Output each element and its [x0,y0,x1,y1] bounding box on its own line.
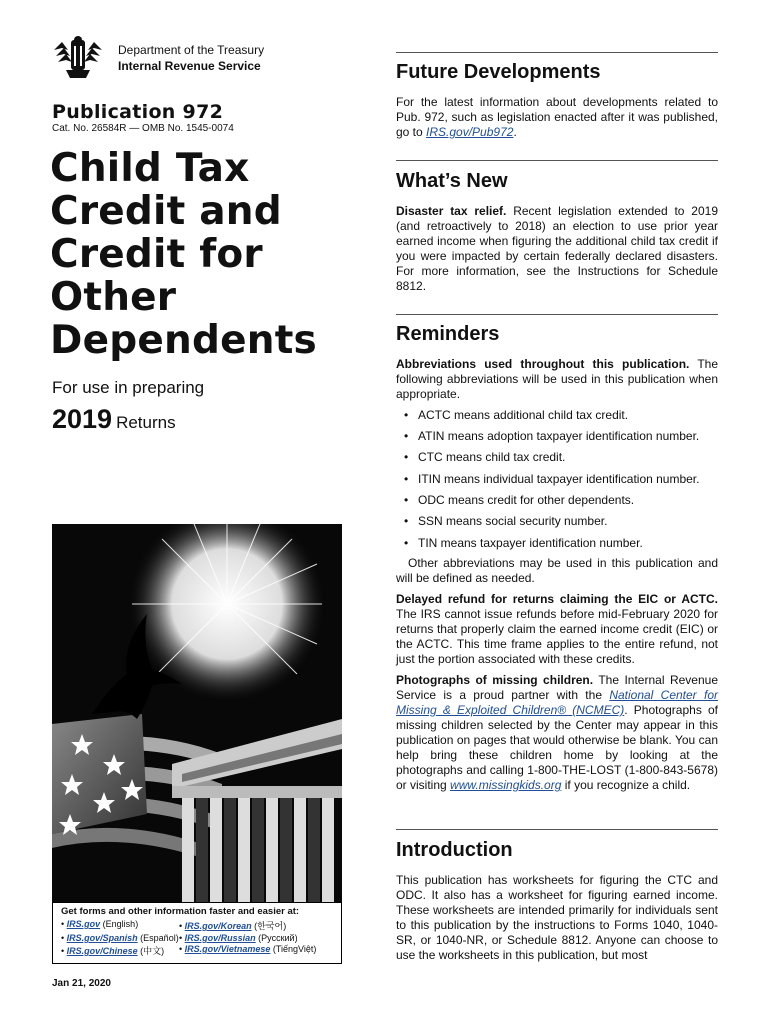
revision-date: Jan 21, 2020 [52,978,111,989]
future-developments-heading: Future Developments [396,61,601,83]
lead-in: Abbreviations used throughout this publication. [396,357,690,371]
irs-gov-link[interactable]: IRS.gov [66,919,101,929]
text-run: The IRS cannot issue refunds before mid-February 2020 for returns that properly claim the earned income credit (EIC) or the ACTC. This time frame applies to the entire refund, not just the portion associated with these credits. [396,607,718,666]
link-language: (English) [100,919,139,929]
title-line: Credit for [50,232,263,277]
future-developments-text [396,95,718,140]
cover-illustration [52,524,342,902]
section-divider [396,160,718,161]
get-forms-heading: Get forms and other information faster and easier at: [61,906,300,917]
introduction-text: This publication has worksheets for figuring the CTC and ODC. It also has a worksheet for figuring earned income. These worksheets are intended primarily for individuals sent to this publication by the instructions to Forms 1040, 1040-SR, or 1040-NR, or Schedule 8812. Anyone can choose to use the worksheets in this publication, but most [396,873,718,962]
get-forms-link-item: • IRS.gov/Spanish (Español) [61,933,179,943]
title-line: Dependents [50,318,317,363]
title-line: Other [50,275,177,320]
catalog-number: Cat. No. 26584R — OMB No. 1545-0074 [52,123,234,134]
link-language: (한국어) [251,921,287,931]
list-item: • ITIN means individual taxpayer identification number. [404,472,699,487]
text-run: . Photographs of missing children selected by the Center may appear in this publication on pages that would otherwise be blank. You can help bring these children home by looking at the photographs and calling 1-800-THE-LOST (1-800-843-5678) or visiting [396,703,719,792]
get-forms-link-item: • IRS.gov (English) [61,919,139,929]
list-item: • TIN means taxpayer identification number. [404,536,643,551]
text-run: The following abbreviations will be used in this publication when appropriate. [396,357,718,401]
returns-label: Returns [116,413,176,432]
list-item: • SSN means social security number. [404,514,607,529]
link-language: (Español) [137,933,179,943]
tax-year [52,404,176,435]
whats-new-heading: What’s New [396,170,508,192]
reminders-heading: Reminders [396,323,500,345]
title-line: Credit and [50,189,282,234]
irs-gov-korean-link[interactable]: IRS.gov/Korean [184,921,252,931]
publication-title [50,147,370,362]
lead-in: Photographs of missing children. [396,673,594,687]
introduction-heading: Introduction [396,839,513,861]
delayed-refund-text [396,592,718,667]
get-forms-link-item: • IRS.gov/Chinese (中文) [61,946,165,956]
lead-in: Disaster tax relief. [396,204,507,218]
ncmec-link[interactable]: National Center for Missing & Exploited Children® (NCMEC) [396,688,718,717]
link-language: (Русский) [255,933,298,943]
link-language: (TiếngViệt) [270,944,317,954]
section-divider [396,52,718,53]
list-item: • CTC means child tax credit. [404,450,565,465]
department-block [118,42,264,74]
irs-gov-vietnamese-link[interactable]: IRS.gov/Vietnamese [184,944,271,954]
use-text: For use in preparing [52,378,205,397]
lead-in: Delayed refund for returns claiming the EIC or ACTC. [396,592,718,606]
missingkids-link[interactable]: www.missingkids.org [450,778,562,792]
irs-gov-pub972-link[interactable]: IRS.gov/Pub972 [426,125,514,139]
irs-gov-chinese-link[interactable]: IRS.gov/Chinese [66,946,138,956]
get-forms-link-item: • IRS.gov/Russian (Русский) [179,933,298,943]
link-language: (中文) [137,946,165,956]
text-run: The Internal Revenue Service is a proud partner with the [396,673,718,702]
department-name: Department of the Treasury [118,43,265,57]
text-run: . [513,125,517,139]
abbreviations-text [396,357,718,402]
missing-children-text [396,673,718,793]
year-number: 2019 [52,404,113,434]
title-line: Child Tax [50,146,250,191]
list-item: • ACTC means additional child tax credit. [404,408,628,423]
text-run: For the latest information about developments related to Pub. 972, such as legislation enacted after it was published, go to [396,95,718,139]
other-abbreviations-text: Other abbreviations may be used in this publication and will be defined as needed. [396,556,718,585]
fireworks-eagle-flag-courthouse-illustration [52,524,342,902]
agency-name: Internal Revenue Service [118,59,261,73]
publication-number: Publication 972 [52,101,224,123]
list-item: • ODC means credit for other dependents. [404,493,634,508]
whats-new-text [396,204,718,294]
get-forms-link-item: • IRS.gov/Korean (한국어) [179,921,287,931]
get-forms-link-item: • IRS.gov/Vietnamese (TiếngViệt) [179,944,317,954]
list-item: • ATIN means adoption taxpayer identification number. [404,429,699,444]
get-forms-box [52,902,342,964]
irs-gov-spanish-link[interactable]: IRS.gov/Spanish [66,933,138,943]
irs-gov-russian-link[interactable]: IRS.gov/Russian [184,933,256,943]
section-divider [396,314,718,315]
irs-eagle-logo-icon [52,36,104,80]
text-run: Recent legislation extended to 2019 (and retroactively to 2018) an election to use prior year earned income when figuring the additional child tax credit if you were impacted by certain federally declared disasters. For more information, see the Instructions for Schedule 8812. [396,204,719,293]
section-divider [396,829,718,830]
text-run: if you recognize a child. [561,778,691,792]
